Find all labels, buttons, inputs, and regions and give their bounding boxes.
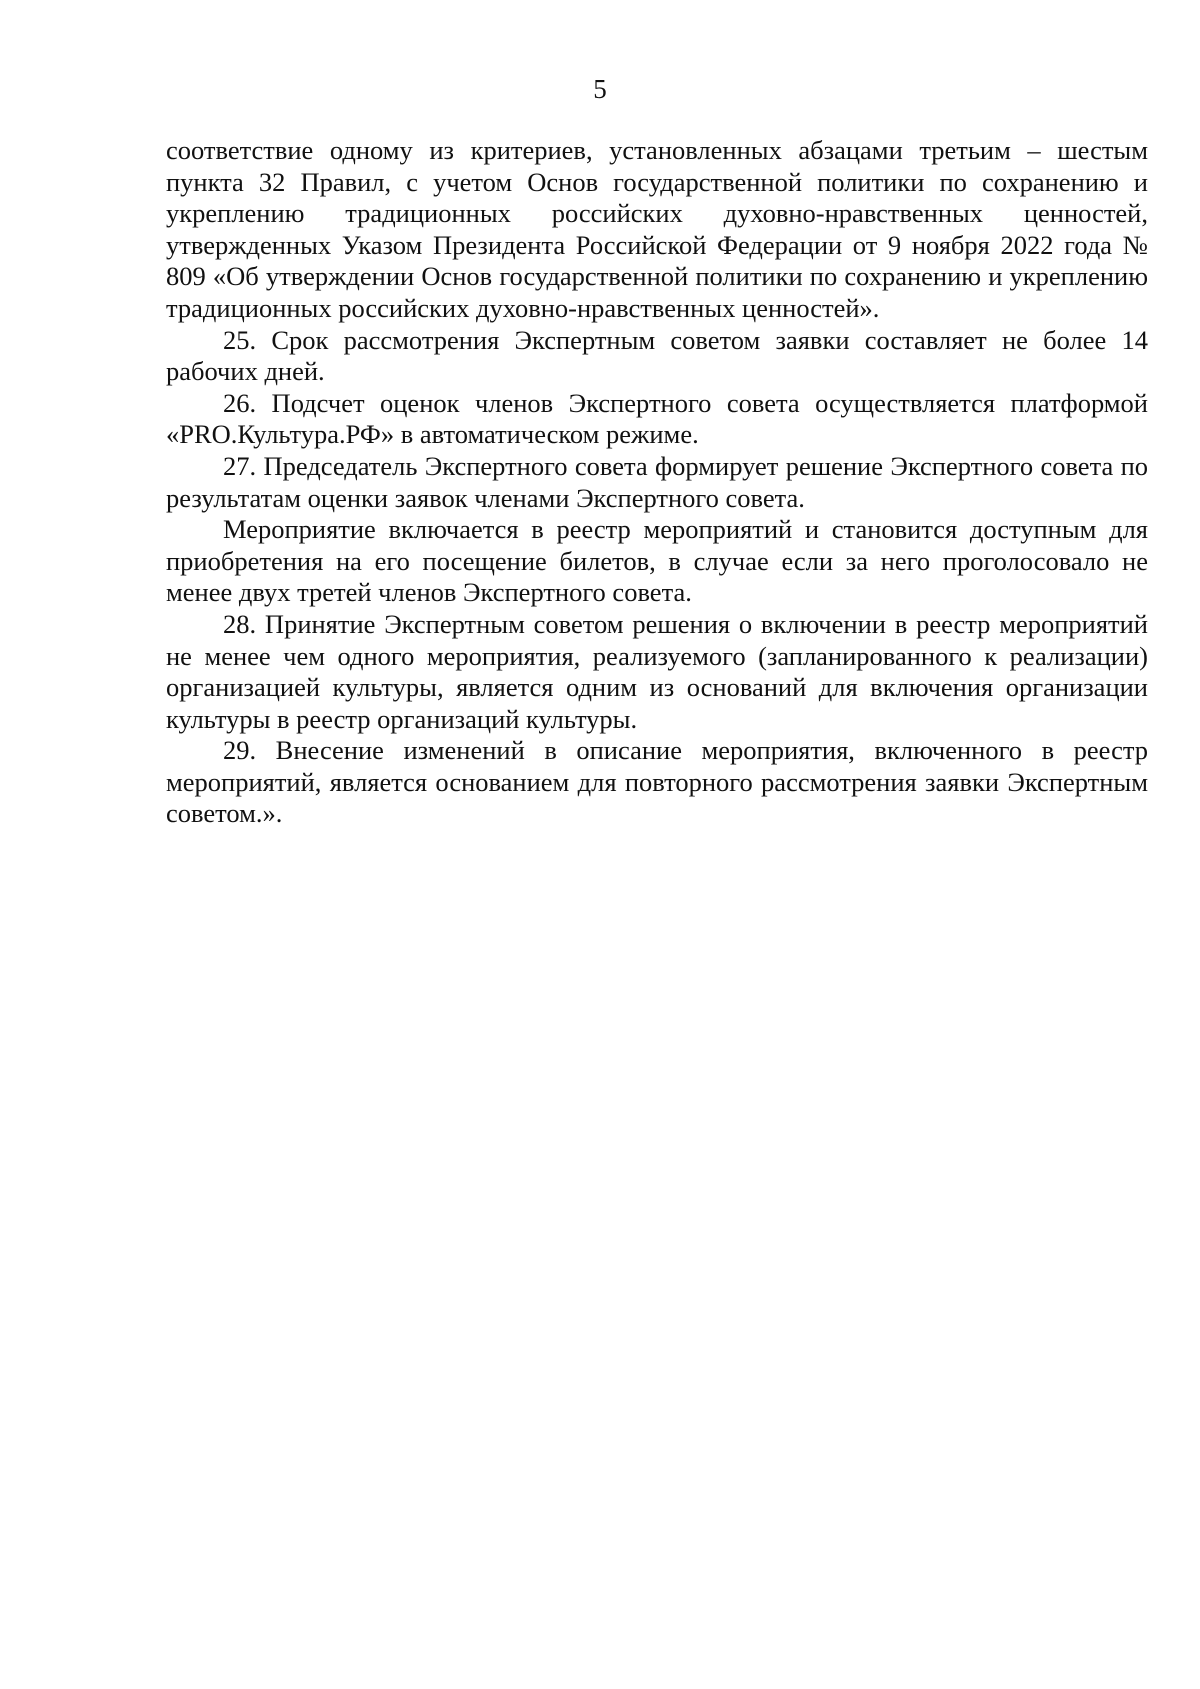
paragraph-item-28: 28. Принятие Экспертным советом решения о включении в реестр мероприятий не менее чем одного мероприятия, реализуемого (запланированного к реализации) организацией культуры, является одним из оснований для включения организации культуры в реестр организаций культуры.	[166, 608, 1148, 734]
paragraph-continuation: соответствие одному из критериев, установленных абзацами третьим – шестым пункта 32 Правил, с учетом Основ государственной политики по сохранению и укреплению традиционных российских духовно-нравственных ценностей, утвержденных Указом Президента Российской Федерации от 9 ноября 2022 года № 809 «Об утверждении Основ государственной политики по сохранению и укреплению традиционных российских духовно-нравственных ценностей».	[166, 135, 1148, 323]
paragraph-item-29: 29. Внесение изменений в описание мероприятия, включенного в реестр мероприятий, является основанием для повторного рассмотрения заявки Экспертным советом.».	[166, 735, 1148, 829]
document-body	[166, 135, 1148, 830]
paragraph-item-25: 25. Срок рассмотрения Экспертным советом заявки составляет не более 14 рабочих дней.	[166, 324, 1148, 387]
paragraph-item-27: 27. Председатель Экспертного совета формирует решение Экспертного совета по результатам оценки заявок членами Экспертного совета.	[166, 450, 1148, 513]
page-number: 5	[593, 74, 607, 104]
paragraph-item-27-continued: Мероприятие включается в реестр мероприятий и становится доступным для приобретения на его посещение билетов, в случае если за него проголосовало не менее двух третей членов Экспертного совета.	[166, 514, 1148, 608]
paragraph-item-26: 26. Подсчет оценок членов Экспертного совета осуществляется платформой «PRO.Культура.РФ» в автоматическом режиме.	[166, 387, 1148, 450]
